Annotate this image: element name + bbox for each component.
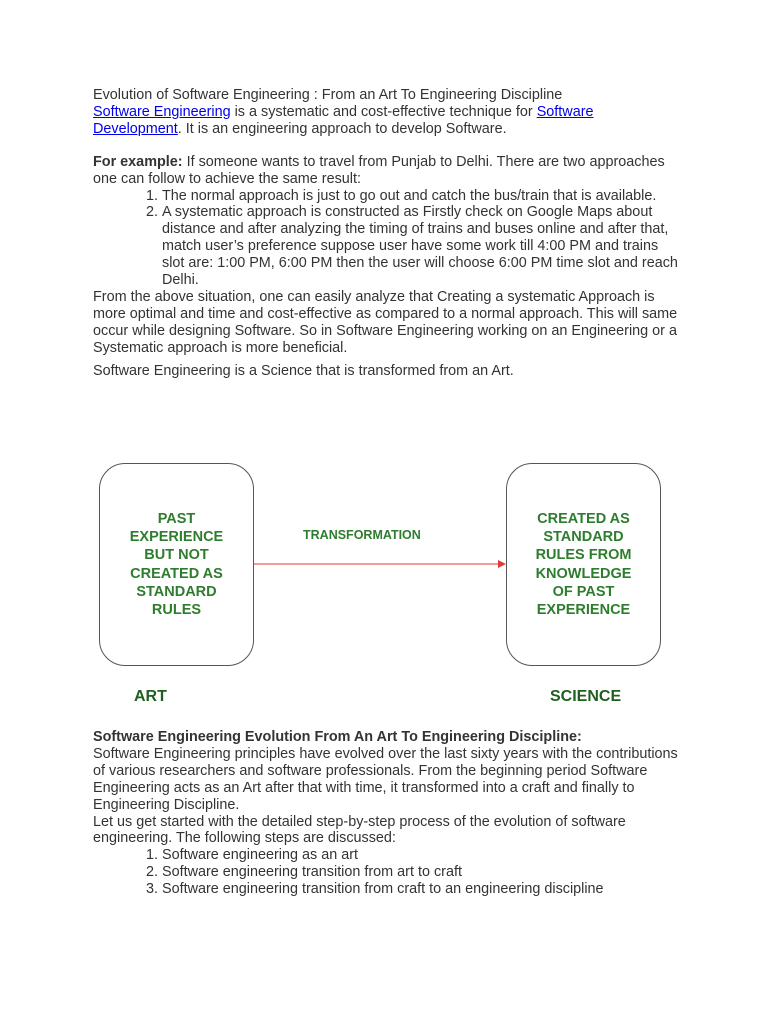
transformation-label: TRANSFORMATION bbox=[303, 528, 421, 542]
transformation-arrow bbox=[254, 556, 508, 572]
list-item: 2. A systematic approach is constructed as Firstly check on Google Maps about distance and after analyzing the timing of trains and buses online and after that, match user’s preference suppose user have some work till 4:00 PM and trains slot are: 1:00 PM, 6:00 PM then the user will choose 6:00 PM time slot and reach Delhi. bbox=[162, 204, 683, 289]
art-box-text: PAST EXPERIENCE BUT NOT CREATED AS STANDARD RULES bbox=[129, 510, 224, 618]
document-body bbox=[93, 87, 683, 380]
intro-text-2: . It is an engineering approach to develop Software. bbox=[177, 120, 507, 137]
example-paragraph bbox=[93, 154, 683, 188]
intro-paragraph bbox=[93, 104, 683, 138]
list-item: 3. Software engineering transition from craft to an engineering discipline bbox=[162, 881, 683, 898]
example-label: For example: bbox=[93, 153, 183, 170]
intro-text-1: is a systematic and cost-effective technique for bbox=[230, 103, 537, 120]
science-statement: Software Engineering is a Science that is transformed from an Art. bbox=[93, 362, 514, 379]
evolution-paragraph-2: Let us get started with the detailed step-by-step process of the evolution of software engineering. The following steps are discussed: bbox=[93, 813, 626, 847]
science-box bbox=[506, 463, 661, 666]
science-box-text: CREATED AS STANDARD RULES FROM KNOWLEDGE OF PAST EXPERIENCE bbox=[535, 510, 632, 618]
example-list bbox=[93, 188, 683, 289]
science-label: SCIENCE bbox=[550, 688, 622, 705]
list-item: 1. The normal approach is just to go out and catch the bus/train that is available. bbox=[162, 188, 683, 205]
example-text: If someone wants to travel from Punjab to Delhi. There are two approaches one can follow to achieve the same result: bbox=[93, 153, 665, 187]
list-item: 2. Software engineering transition from art to craft bbox=[162, 864, 683, 881]
page-title: Evolution of Software Engineering : From an Art To Engineering Discipline bbox=[93, 87, 563, 103]
list-item: 1. Software engineering as an art bbox=[162, 847, 683, 864]
software-development-link[interactable]: Software Development bbox=[93, 103, 594, 137]
analysis-paragraph: From the above situation, one can easily analyze that Creating a systematic Approach is more optimal and time and cost-effective as compared to a normal approach. This will same occur while designing Software. So in Software Engineering working on an Engineering or a Systematic approach is more beneficial. bbox=[93, 288, 678, 356]
software-engineering-link[interactable]: Software Engineering bbox=[93, 103, 231, 120]
art-label: ART bbox=[134, 688, 167, 705]
arrow-head bbox=[498, 560, 506, 568]
evolution-paragraph-1: Software Engineering principles have evolved over the last sixty years with the contributions of various researchers and software professionals. From the beginning period Software Engineering acts as an Art after that with time, it transformed into a craft and finally to Engineering Discipline. bbox=[93, 745, 678, 813]
evolution-steps-list bbox=[93, 847, 683, 898]
evolution-section bbox=[93, 729, 683, 898]
art-box bbox=[99, 463, 254, 666]
evolution-heading: Software Engineering Evolution From An Art To Engineering Discipline: bbox=[93, 729, 582, 745]
